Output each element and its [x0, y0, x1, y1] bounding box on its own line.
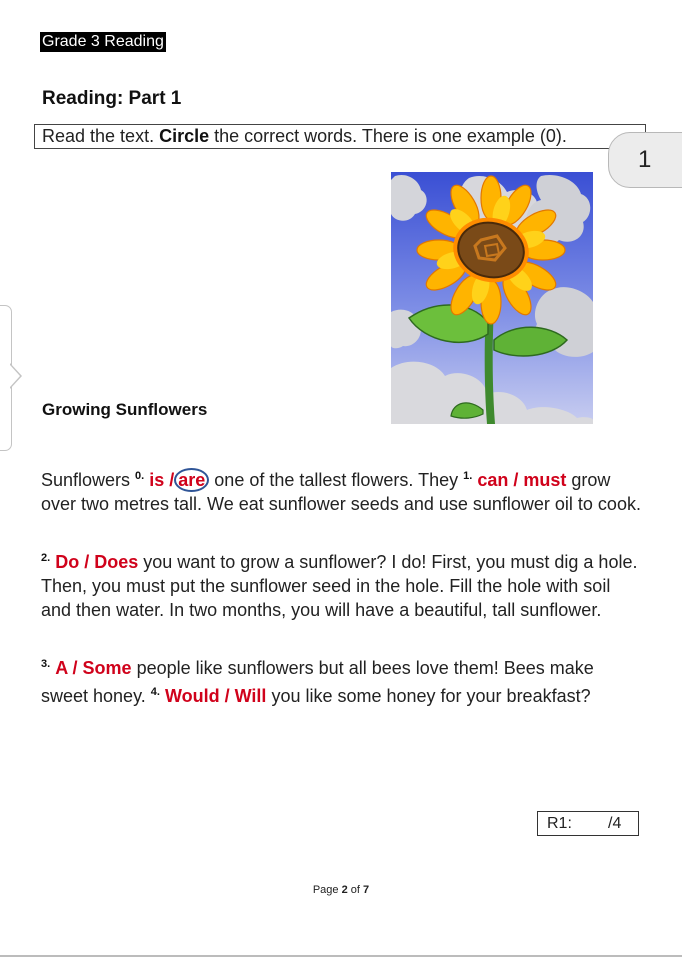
grade-label: Grade 3 Reading: [42, 33, 164, 50]
paragraph-1: [41, 464, 643, 516]
question-number-1: 1.: [463, 470, 473, 482]
side-tab-arrow-fill: [10, 365, 20, 387]
score-label: R1:: [547, 815, 572, 832]
paragraph-text: Sunflowers: [41, 470, 136, 490]
instruction-text-end: the correct words. There is one example (0).: [209, 126, 567, 146]
page-prefix: Page: [312, 884, 342, 896]
choice-0-circled-are[interactable]: are: [174, 468, 209, 492]
paragraph-text: one of the tallest flowers. They: [209, 470, 464, 490]
choice-1[interactable]: can / must: [477, 470, 567, 490]
instruction-box: [34, 124, 646, 149]
paragraph-text: you like some honey for your breakfast?: [266, 686, 591, 706]
score-box: [537, 811, 639, 836]
part-number: 1: [638, 146, 652, 173]
question-number-4: 4.: [150, 686, 160, 698]
score-total: /4: [608, 815, 622, 832]
question-number-2: 2.: [41, 552, 51, 564]
choice-2[interactable]: Do / Does: [55, 552, 139, 572]
question-number-3: 3.: [41, 658, 51, 670]
page-bottom-divider: [0, 955, 682, 957]
page-mid: of: [347, 884, 364, 896]
sunflower-illustration: [391, 172, 593, 424]
choice-4[interactable]: Would / Will: [164, 686, 267, 706]
story-title: Growing Sunflowers: [42, 400, 208, 419]
paragraph-2: [41, 546, 643, 622]
choice-0-option-is: is /: [149, 470, 175, 490]
page-current: 2: [341, 884, 348, 896]
paragraph-text: you want to grow a sunflower? I do! First, you must dig a hole. Then, you must put the sunflower seed in the hole. Fill the hole with soil and then water. In two months, you will have a beautiful, tall sunflower.: [41, 552, 638, 620]
page-total: 7: [363, 884, 370, 896]
paragraph-text: people like sunflowers but all bees love them! Bees make sweet honey.: [41, 658, 594, 706]
question-number-0: 0.: [135, 470, 145, 482]
paragraph-text: grow over two metres tall. We eat sunflower seeds and use sunflower oil to cook.: [41, 470, 641, 514]
page-number: [0, 884, 682, 896]
paragraph-3: [41, 652, 643, 708]
instruction-text-start: Read the text.: [42, 126, 160, 146]
instruction-circle-word: Circle: [159, 126, 210, 146]
choice-3[interactable]: A / Some: [55, 658, 132, 678]
part-number-tab: [608, 132, 682, 188]
section-title: Reading: Part 1: [42, 88, 182, 109]
